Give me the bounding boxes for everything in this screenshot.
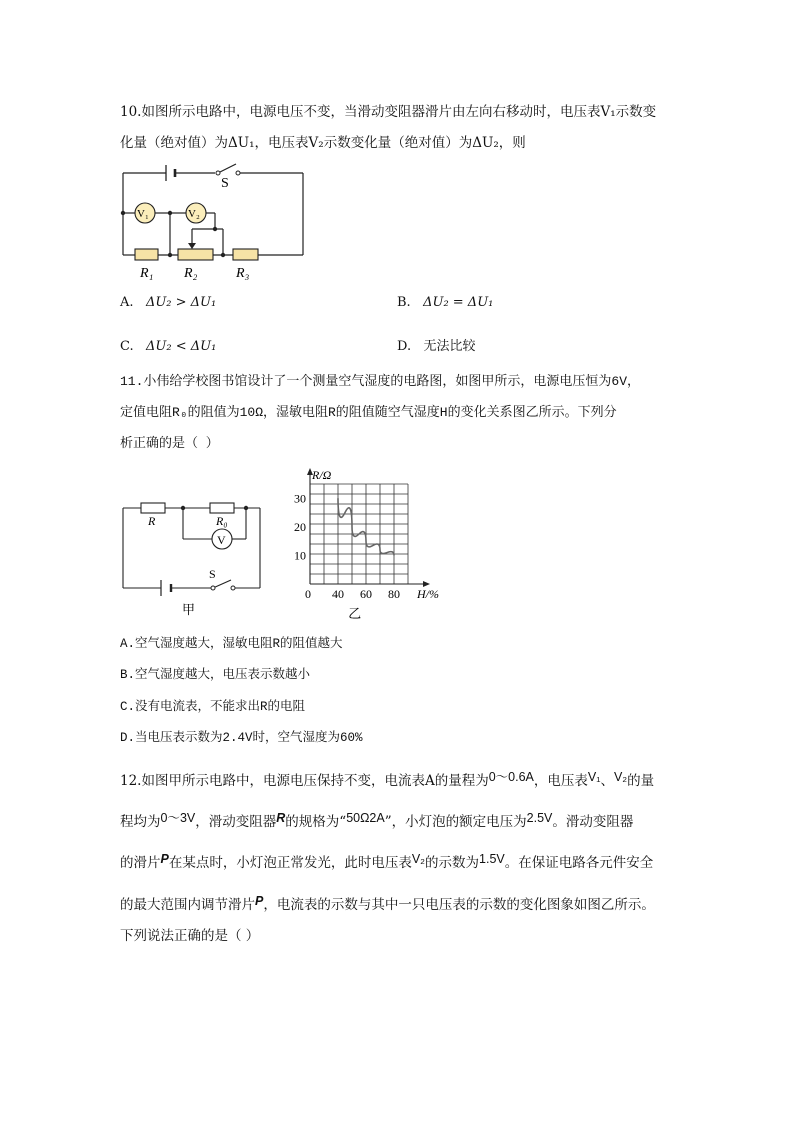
q11-chart-yi: [288, 466, 453, 621]
q10-option-d-text: 无法比较: [423, 339, 476, 354]
resistor-r1-label: R₁: [140, 266, 154, 281]
x-tick-label: 40: [332, 587, 344, 601]
q10-option-b[interactable]: B. ΔU₂ = ΔU₁: [397, 295, 494, 310]
switch-s-label: S: [209, 567, 216, 581]
q11-option-c-text: 没有电流表，不能求出R的电阻: [135, 700, 306, 714]
q10-circuit-diagram: [118, 160, 308, 285]
q10-option-a[interactable]: A. ΔU₂ > ΔU₁: [120, 295, 217, 310]
q11-option-a-text: 空气湿度越大，湿敏电阻R的阻值越大: [135, 637, 343, 651]
voltmeter-range: 0～3V: [160, 811, 196, 825]
y-tick-label: 30: [294, 491, 306, 506]
q12-stem-line2: 程均为0～3V，滑动变阻器R的规格为“50Ω2A”，小灯泡的额定电压为2.5V。滑动变阻器: [120, 811, 634, 830]
voltmeter-v1-label: V₁: [137, 208, 149, 220]
figure-yi-caption: 乙: [348, 606, 362, 621]
x-tick-label: 60: [360, 587, 372, 601]
rheostat-spec: 50Ω2A: [346, 811, 385, 825]
ammeter-range: 0～0.6A: [488, 770, 534, 784]
y-axis-label: R/Ω: [312, 468, 332, 482]
x-axis-label: H/%: [417, 587, 439, 601]
q11-stem-line3: 析正确的是（ ）: [120, 436, 219, 451]
q12-stem-line4: 的最大范围内调节滑片P，电流表的示数与其中一只电压表的示数的变化图象如图乙所示。: [120, 894, 655, 913]
q10-option-c[interactable]: C. ΔU₂ < ΔU₁: [120, 339, 217, 354]
resistor-r0-label: R₀: [216, 514, 228, 528]
q11-stem-line1: 11.小伟给学校图书馆设计了一个测量空气湿度的电路图，如图甲所示，电源电压恒为6V，: [120, 374, 641, 389]
q12-stem-line5: 下列说法正确的是（ ）: [120, 928, 260, 944]
q10-option-b-text: ΔU₂ = ΔU₁: [423, 295, 494, 310]
resistor-r3-label: R₃: [236, 266, 250, 281]
q10-option-a-text: ΔU₂ > ΔU₁: [145, 295, 217, 310]
figure-jia-caption: 甲: [182, 602, 196, 617]
q10-stem-line2: 化量（绝对值）为ΔU₁，电压表V₂示数变化量（绝对值）为ΔU₂，则: [120, 135, 526, 151]
q11-option-b-text: 空气湿度越大，电压表示数越小: [135, 668, 311, 682]
x-tick-label: 80: [388, 587, 400, 601]
q10-option-c-text: ΔU₂ < ΔU₁: [146, 339, 217, 354]
voltmeter-label: V: [217, 533, 226, 547]
q10-stem-line1: 10.如图所示电路中，电源电压不变，当滑动变阻器滑片由左向右移动时，电压表V₁示数变: [120, 104, 657, 120]
q11-circuit-jia: [118, 498, 268, 618]
x-tick-label: 0: [305, 587, 311, 601]
voltmeter-v2-label: V₂: [188, 208, 200, 220]
q12-stem-line1: 12.如图甲所示电路中，电源电压保持不变，电流表A的量程为0～0.6A，电压表V₁、V₂的量: [120, 770, 655, 789]
q11-option-d-text: 当电压表示数为2.4V时，空气湿度为60%: [135, 731, 363, 745]
q11-option-c[interactable]: C.没有电流表，不能求出R的电阻: [120, 700, 306, 714]
resistor-r2-label: R₂: [184, 266, 198, 281]
switch-label: S: [221, 176, 229, 191]
y-tick-label: 20: [294, 519, 306, 534]
q11-option-a[interactable]: A.空气湿度越大，湿敏电阻R的阻值越大: [120, 637, 343, 651]
y-tick-label: 10: [294, 548, 306, 563]
q10-option-d[interactable]: D. 无法比较: [397, 339, 476, 354]
q11-option-d[interactable]: D.当电压表示数为2.4V时，空气湿度为60%: [120, 731, 363, 745]
q11-option-b[interactable]: B.空气湿度越大，电压表示数越小: [120, 668, 311, 682]
rated-voltage: 2.5V: [526, 811, 553, 825]
q12-stem-line3: 的滑片P在某点时，小灯泡正常发光，此时电压表V₂的示数为1.5V。在保证电路各元件安全: [120, 852, 654, 871]
resistor-r-label: R: [148, 514, 156, 528]
q11-stem-line2: 定值电阻R₀的阻值为10Ω，湿敏电阻R的阻值随空气湿度H的变化关系图乙所示。下列分: [120, 405, 617, 420]
